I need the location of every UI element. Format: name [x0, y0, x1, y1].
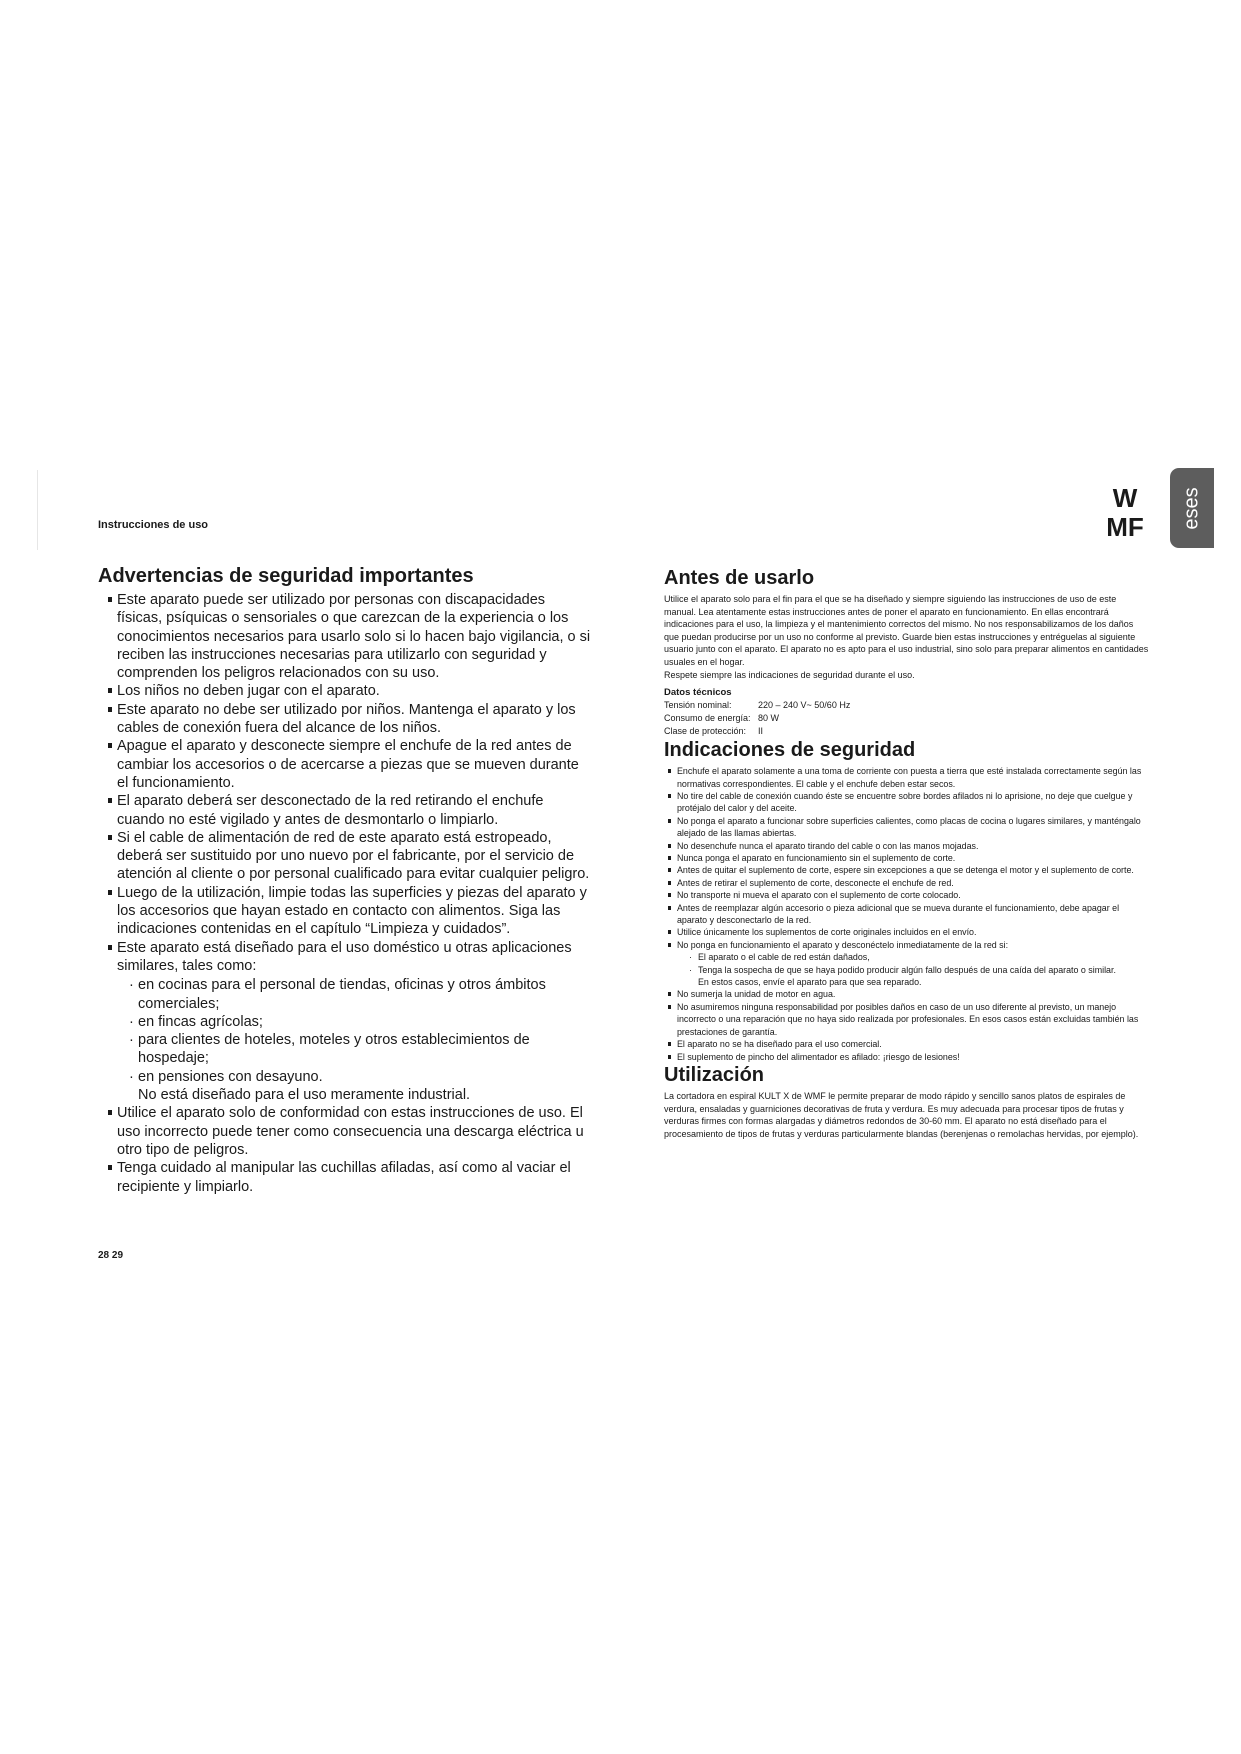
wmf-logo — [1100, 482, 1150, 540]
sub-list-note: No está diseñado para el uso meramente industrial. — [138, 1087, 471, 1104]
svg-text:W: W — [1112, 483, 1138, 513]
header-label: Instrucciones de uso — [98, 519, 209, 531]
technical-data-row — [664, 725, 1150, 738]
sub-list — [689, 951, 1150, 976]
right-column — [664, 566, 1150, 1140]
usage-text: La cortadora en espiral KULT X de WMF le permite preparar de modo rápido y sencillo sanos platos de espirales de verdura, ensaladas y guarniciones decorativas de fruta y verdura. Es muy adecuada para procesar tipos de frutas y verduras firmes con formas alargadas y diámetros redondos de 30-60 mm. El aparato no está diseñado para el procesamiento de tipos de frutas y verduras particularmente blandas (berenjenas o remolachas hervidas, por ejemplo). — [664, 1090, 1139, 1139]
list-item: No tire del cable de conexión cuando éste se encuentre sobre bordes afilados ni lo aprisione, no deje que cuelgue y protéjalo del calor y del aceite. — [668, 790, 1150, 815]
list-item: Si el cable de alimentación de red de este aparato está estropeado, deberá ser sustituido por uno nuevo por el fabricante, por el servicio de atención al cliente o por personal cualificado para evitar cualquier peligro. — [108, 829, 594, 884]
technical-data-title: Datos técnicos — [664, 687, 732, 699]
technical-data-value: II — [758, 726, 764, 737]
page-edge-line — [37, 470, 38, 550]
technical-data-label: Clase de protección: — [664, 726, 747, 737]
list-item: Antes de retirar el suplemento de corte, desconecte el enchufe de red. — [668, 877, 1150, 889]
list-item: El aparato deberá ser desconectado de la red retirando el enchufe cuando no esté vigilado y antes de desmontarlo o limpiarlo. — [108, 792, 594, 829]
list-item: Antes de quitar el suplemento de corte, espere sin excepciones a que se detenga el motor y el suplemento de corte. — [668, 864, 1150, 876]
sub-list-item: · en cocinas para el personal de tiendas, oficinas y otros ámbitos comerciales; — [129, 976, 594, 1013]
list-item: Antes de reemplazar algún accesorio o pieza adicional que se mueva durante el funcionamiento, debe apagar el aparato y desconectarlo de la red. — [668, 902, 1150, 927]
before-use-text: Utilice el aparato solo para el fin para el que se ha diseñado y siempre siguiendo las instrucciones de uso de este manual. Lea atentamente estas instrucciones antes de poner el aparato en funcionamiento. En ellas encontrará indicaciones para el uso, la limpieza y el mantenimiento correctos del mismo. No nos responsabilizamos de los daños que puedan producirse por un uso no conforme al previsto. Guarde bien estas instrucciones y entréguelas al siguiente usuario junto con el aparato. El aparato no es apto para el uso industrial, sino solo para preparar alimentos en cantidades usuales en el hogar. — [664, 594, 1149, 667]
technical-data-label: Tensión nominal: — [664, 700, 732, 711]
list-item: Tenga cuidado al manipular las cuchillas afiladas, así como al vaciar el recipiente y limpiarlo. — [108, 1159, 594, 1196]
technical-data-row — [664, 699, 1150, 712]
safety-warnings-list — [98, 591, 594, 1196]
list-item: Luego de la utilización, limpie todas las superficies y piezas del aparato y los accesorios que hayan estado en contacto con alimentos. Siga las indicaciones contenidas en el capítulo “Limpieza y cuidados”. — [108, 884, 594, 939]
technical-data-label: Consumo de energía: — [664, 713, 751, 724]
safety-warnings-title: Advertencias de seguridad importantes — [98, 565, 474, 587]
list-item: No sumerja la unidad de motor en agua. — [668, 988, 1150, 1000]
svg-text:MF: MF — [1106, 512, 1144, 540]
list-item: Apague el aparato y desconecte siempre el enchufe de la red antes de cambiar los accesorios o de acercarse a piezas que se mueven durante el funcionamiento. — [108, 737, 594, 792]
safety-indications-list — [664, 765, 1150, 1063]
before-use-title: Antes de usarlo — [664, 567, 815, 589]
list-item: No desenchufe nunca el aparato tirando del cable o con las manos mojadas. — [668, 840, 1150, 852]
sub-list-note: En estos casos, envíe el aparato para que sea reparado. — [698, 977, 922, 988]
list-item: Este aparato puede ser utilizado por personas con discapacidades físicas, psíquicas o sensoriales o que carezcan de la experiencia o los conocimientos necesarios para usarlo solo si lo hacen bajo vigilancia, o si reciben las instrucciones necesarias para utilizarlo con seguridad y comprenden los peligros relacionados con su uso. — [108, 591, 594, 682]
sub-list-item: · en pensiones con desayuno. — [129, 1068, 594, 1086]
before-use-note: Respete siempre las indicaciones de seguridad durante el uso. — [664, 669, 915, 680]
sub-list-item: · en fincas agrícolas; — [129, 1013, 594, 1031]
sub-list — [129, 976, 594, 1086]
list-item: Utilice el aparato solo de conformidad con estas instrucciones de uso. El uso incorrecto puede tener como consecuencia una descarga eléctrica u otro tipo de peligros. — [108, 1104, 594, 1159]
list-item-text: Este aparato está diseñado para el uso doméstico u otras aplicaciones similares, tales como: — [117, 939, 572, 974]
list-item: No transporte ni mueva el aparato con el suplemento de corte colocado. — [668, 889, 1150, 901]
technical-data-row — [664, 712, 1150, 725]
technical-data-value: 220 – 240 V~ 50/60 Hz — [758, 700, 851, 711]
technical-data-value: 80 W — [758, 713, 780, 724]
list-item — [108, 939, 594, 1105]
list-item: No ponga el aparato a funcionar sobre superficies calientes, como placas de cocina o lugares similares, y manténgalo alejado de las llamas abiertas. — [668, 815, 1150, 840]
list-item — [668, 939, 1150, 989]
safety-indications-title: Indicaciones de seguridad — [664, 739, 916, 762]
list-item: Este aparato no debe ser utilizado por niños. Mantenga el aparato y los cables de conexión fuera del alcance de los niños. — [108, 701, 594, 738]
sub-list-item: · Tenga la sospecha de que se haya podido producir algún fallo después de una caída del aparato o similar. — [689, 964, 1150, 976]
language-tab[interactable] — [1170, 468, 1214, 548]
list-item: Enchufe el aparato solamente a una toma de corriente con puesta a tierra que esté instalada correctamente según las normativas correspondientes. El cable y el enchufe deben estar secos. — [668, 765, 1150, 790]
sub-list-item: · para clientes de hoteles, moteles y otros establecimientos de hospedaje; — [129, 1031, 594, 1068]
page-numbers: 28 29 — [98, 1250, 124, 1261]
list-item: El suplemento de pincho del alimentador es afilado: ¡riesgo de lesiones! — [668, 1051, 1150, 1063]
list-item: No asumiremos ninguna responsabilidad por posibles daños en caso de un uso diferente al previsto, un manejo incorrecto o una reparación que no haya sido realizada por profesionales. En esos casos están excluidas también las prestaciones de garantía. — [668, 1001, 1150, 1038]
sub-list-item: · El aparato o el cable de red están dañados, — [689, 951, 1150, 963]
list-item: El aparato no se ha diseñado para el uso comercial. — [668, 1038, 1150, 1050]
list-item: Los niños no deben jugar con el aparato. — [108, 682, 594, 700]
language-tab-label: eses — [1180, 486, 1203, 530]
list-item: Utilice únicamente los suplementos de corte originales incluidos en el envío. — [668, 926, 1150, 938]
list-item: Nunca ponga el aparato en funcionamiento sin el suplemento de corte. — [668, 852, 1150, 864]
usage-title: Utilización — [664, 1063, 765, 1086]
left-column — [98, 564, 594, 1196]
list-item-text: No ponga en funcionamiento el aparato y desconéctelo inmediatamente de la red si: — [677, 939, 1009, 950]
